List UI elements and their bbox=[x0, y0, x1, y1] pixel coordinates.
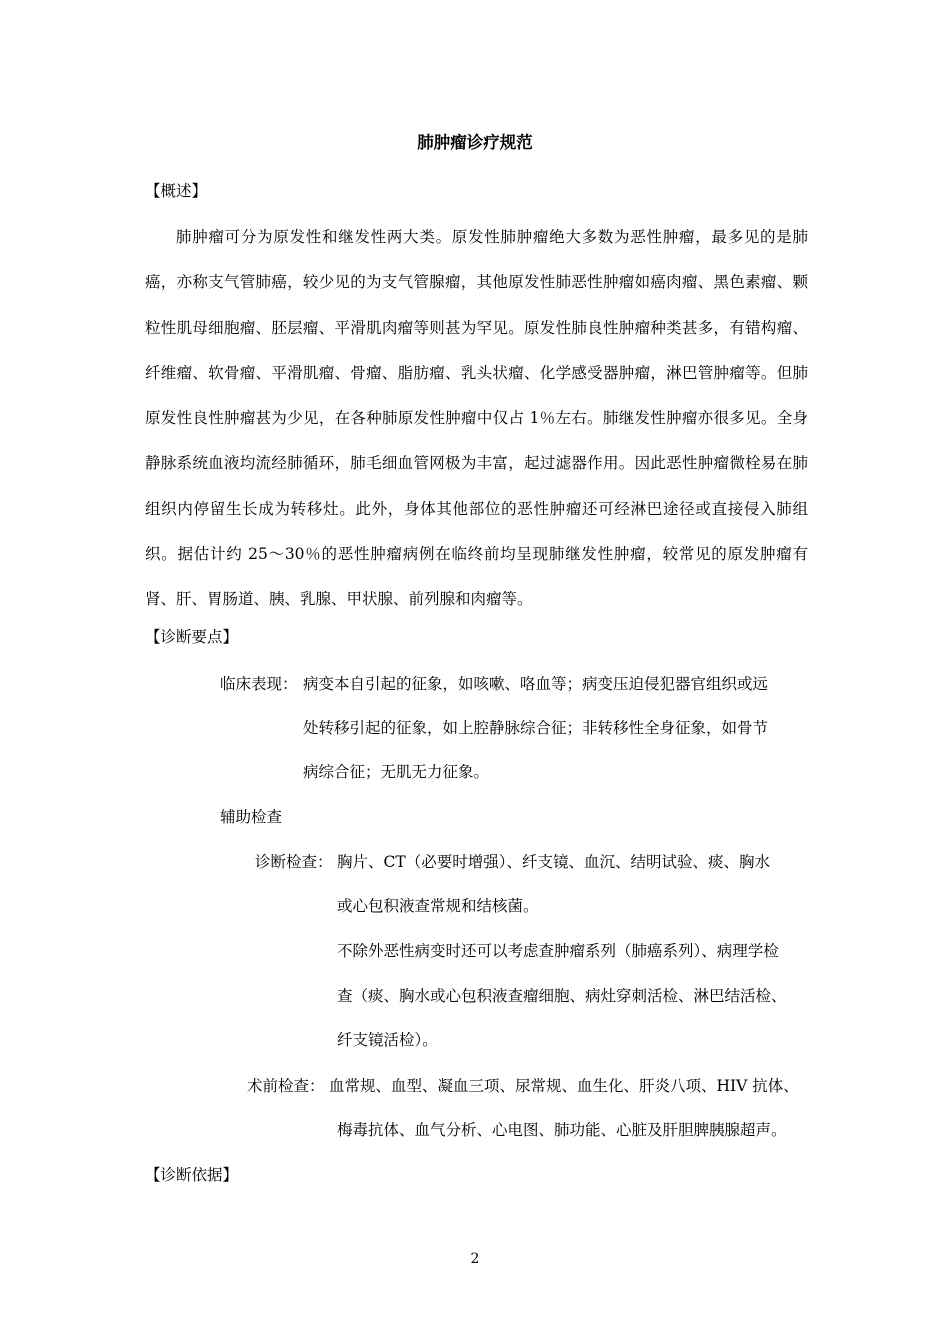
diag-exam-line: 纤支镜活检）。 bbox=[337, 1031, 438, 1049]
aux-exam-label: 辅助检查 bbox=[220, 808, 283, 826]
diag-exam-line: 查（痰、胸水或心包积液查瘤细胞、病灶穿刺活检、淋巴结活检、 bbox=[337, 987, 787, 1005]
page-number: 2 bbox=[470, 1251, 480, 1267]
section-heading-diagnosis-basis: 【诊断依据】 bbox=[145, 1166, 239, 1184]
preop-exam-label: 术前检查： bbox=[247, 1077, 325, 1095]
overview-paragraph: 肺肿瘤可分为原发性和继发性两大类。原发性肺肿瘤绝大多数为恶性肿瘤，最多见的是肺癌，亦称支气管肺癌，较少见的为支气管腺瘤，其他原发性肺恶性肿瘤如癌肉瘤、黑色素瘤、颗粒性肌母细胞瘤、胚层瘤、平滑肌肉瘤等则甚为罕见。原发性肺良性肿瘤种类甚多，有错构瘤、纤维瘤、软骨瘤、平滑肌瘤、骨瘤、脂肪瘤、乳头状瘤、化学感受器肿瘤，淋巴管肿瘤等。但肺原发性良性肿瘤甚为少见，在各种肺原发性肿瘤中仅占 1％左右。肺继发性肿瘤亦很多见。全身静脉系统血液均流经肺循环，肺毛细血管网极为丰富，起过滤器作用。因此恶性肿瘤微栓易在肺组织内停留生长成为转移灶。此外，身体其他部位的恶性肿瘤还可经淋巴途径或直接侵入肺组织。据估计约 25～30％的恶性肿瘤病例在临终前均呈现肺继发性肿瘤，较常见的原发肿瘤有肾、肝、胃肠道、胰、乳腺、甲状腺、前列腺和肉瘤等。 bbox=[145, 228, 808, 609]
diag-exam-line: 不除外恶性病变时还可以考虑查肿瘤系列（肺癌系列）、病理学检 bbox=[337, 942, 779, 960]
clinical-line: 处转移引起的征象，如上腔静脉综合征；非转移性全身征象，如骨节 bbox=[303, 719, 769, 737]
diag-exam-line: 胸片、CT（必要时增强）、纤支镜、血沉、结明试验、痰、胸水 bbox=[337, 853, 770, 871]
clinical-label: 临床表现： bbox=[220, 675, 298, 693]
diag-exam-line: 或心包积液查常规和结核菌。 bbox=[337, 897, 539, 915]
clinical-line: 病变本自引起的征象，如咳嗽、咯血等；病变压迫侵犯器官组织或远 bbox=[303, 675, 769, 693]
section-heading-overview: 【概述】 bbox=[145, 182, 208, 200]
page-title: 肺肿瘤诊疗规范 bbox=[417, 133, 533, 152]
preop-exam-line: 梅毒抗体、血气分析、心电图、肺功能、心脏及肝胆脾胰腺超声。 bbox=[337, 1121, 787, 1139]
clinical-line: 病综合征；无肌无力征象。 bbox=[303, 763, 490, 781]
diag-exam-label: 诊断检查： bbox=[255, 853, 333, 871]
section-heading-diagnosis-points: 【诊断要点】 bbox=[145, 628, 239, 646]
preop-exam-line: 血常规、血型、凝血三项、尿常规、血生化、肝炎八项、HIV 抗体、 bbox=[329, 1077, 799, 1095]
